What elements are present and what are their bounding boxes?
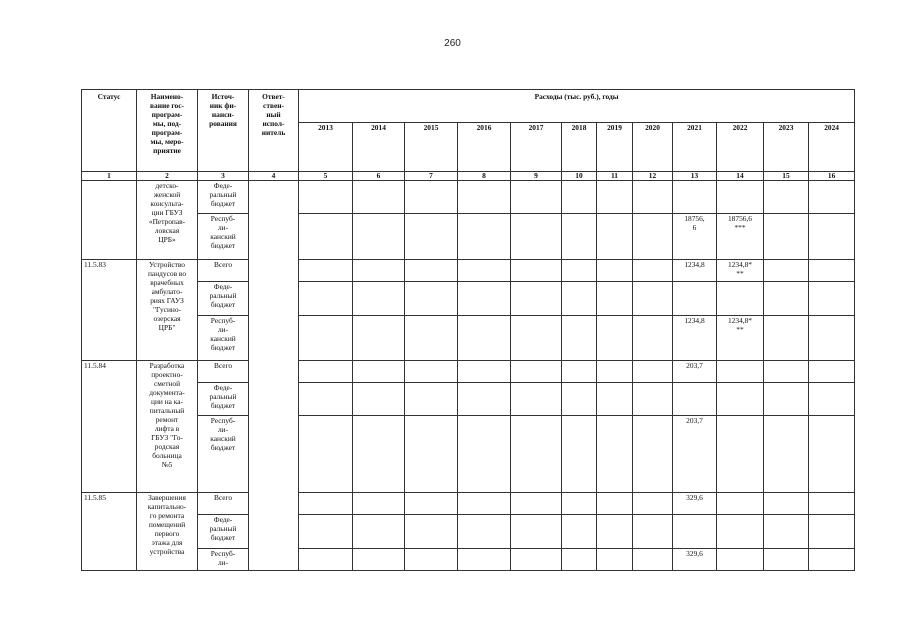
page-number: 260 (444, 38, 461, 49)
row-source: Респуб- ли- канский бюджет (198, 416, 249, 493)
cell-empty (458, 316, 511, 361)
year-header-2018: 2018 (562, 123, 597, 172)
cell-empty (633, 181, 673, 214)
column-number: 15 (764, 172, 809, 181)
cell-2022 (717, 549, 764, 571)
cell-empty (405, 282, 458, 316)
cell-empty (809, 416, 855, 493)
cell-empty (353, 282, 405, 316)
cell-empty (299, 383, 353, 416)
cell-empty (299, 416, 353, 493)
cell-2022: 18756,6 *** (717, 214, 764, 260)
row-name: Завершения капитально- го ремонта помещений первого этажа для устройства (137, 493, 198, 571)
cell-empty (299, 214, 353, 260)
row-source: Феде- ральный бюджет (198, 383, 249, 416)
cell-empty (633, 493, 673, 515)
cell-empty (353, 260, 405, 282)
cell-empty (809, 214, 855, 260)
cell-empty (764, 383, 809, 416)
column-number: 14 (717, 172, 764, 181)
cell-empty (809, 181, 855, 214)
cell-empty (458, 493, 511, 515)
column-number: 9 (511, 172, 562, 181)
row-source: Феде- ральный бюджет (198, 515, 249, 549)
cell-empty (562, 383, 597, 416)
cell-empty (764, 361, 809, 383)
row-source: Всего (198, 361, 249, 383)
cell-empty (809, 260, 855, 282)
cell-empty (405, 316, 458, 361)
row-name: Разработка проектно- сметной документа- ции на ка- питальный ремонт лифта в ГБУЗ "Го- родская больница №5 (137, 361, 198, 493)
cell-empty (353, 416, 405, 493)
cell-empty (633, 260, 673, 282)
cell-empty (597, 416, 633, 493)
cell-2022 (717, 493, 764, 515)
cell-empty (458, 260, 511, 282)
header-name: Наимено- вание гос- програм- мы, под- програм- мы, меро- приятие (137, 90, 198, 172)
cell-empty (633, 549, 673, 571)
cell-empty (299, 260, 353, 282)
column-number: 7 (405, 172, 458, 181)
cell-empty (299, 549, 353, 571)
cell-empty (633, 316, 673, 361)
table-row (82, 181, 855, 214)
cell-empty (458, 383, 511, 416)
cell-2021: 18756, 6 (673, 214, 717, 260)
row-status: 11.5.83 (82, 260, 137, 361)
cell-empty (764, 316, 809, 361)
cell-empty (458, 214, 511, 260)
cell-empty (562, 515, 597, 549)
cell-empty (809, 361, 855, 383)
cell-empty (562, 416, 597, 493)
cell-empty (353, 383, 405, 416)
cell-empty (405, 549, 458, 571)
cell-empty (511, 515, 562, 549)
cell-empty (562, 493, 597, 515)
cell-empty (597, 549, 633, 571)
table-row (82, 515, 855, 549)
cell-empty (562, 282, 597, 316)
cell-2022: 1234,8* ** (717, 260, 764, 282)
year-header-2024: 2024 (809, 123, 855, 172)
cell-empty (562, 260, 597, 282)
table-row (82, 214, 855, 260)
cell-empty (511, 549, 562, 571)
cell-empty (511, 361, 562, 383)
cell-2022 (717, 416, 764, 493)
column-number: 10 (562, 172, 597, 181)
cell-2021: 329,6 (673, 549, 717, 571)
cell-2022 (717, 383, 764, 416)
cell-empty (405, 260, 458, 282)
column-number: 13 (673, 172, 717, 181)
row-source: Феде- ральный бюджет (198, 282, 249, 316)
table-row (82, 316, 855, 361)
cell-2022 (717, 181, 764, 214)
year-header-2022: 2022 (717, 123, 764, 172)
cell-empty (458, 361, 511, 383)
cell-empty (458, 416, 511, 493)
column-number: 6 (353, 172, 405, 181)
cell-empty (353, 181, 405, 214)
cell-empty (353, 214, 405, 260)
cell-empty (511, 181, 562, 214)
row-status (82, 181, 137, 260)
year-header-2015: 2015 (405, 123, 458, 172)
cell-empty (353, 549, 405, 571)
cell-empty (764, 416, 809, 493)
column-number: 12 (633, 172, 673, 181)
budget-table (81, 89, 855, 571)
cell-empty (405, 515, 458, 549)
cell-empty (405, 416, 458, 493)
cell-empty (511, 416, 562, 493)
cell-2022 (717, 282, 764, 316)
year-header-2014: 2014 (353, 123, 405, 172)
cell-empty (597, 260, 633, 282)
cell-empty (764, 181, 809, 214)
cell-empty (764, 260, 809, 282)
cell-empty (511, 260, 562, 282)
cell-empty (299, 181, 353, 214)
row-status: 11.5.85 (82, 493, 137, 571)
cell-empty (511, 214, 562, 260)
cell-empty (764, 214, 809, 260)
table-row (82, 361, 855, 383)
row-source: Феде- ральный бюджет (198, 181, 249, 214)
header-expenses: Расходы (тыс. руб.), годы (299, 90, 855, 123)
cell-empty (299, 282, 353, 316)
column-number: 1 (82, 172, 137, 181)
year-header-2020: 2020 (633, 123, 673, 172)
cell-empty (764, 493, 809, 515)
row-status: 11.5.84 (82, 361, 137, 493)
row-name: Устройство пандусов во врачебных амбулато- риях ГАУЗ "Гусино- озерская ЦРБ" (137, 260, 198, 361)
cell-empty (511, 383, 562, 416)
column-number: 2 (137, 172, 198, 181)
cell-empty (597, 493, 633, 515)
cell-empty (562, 214, 597, 260)
row-name: детско- женской консульта- ции ГБУЗ «Петропав- ловская ЦРБ» (137, 181, 198, 260)
cell-empty (597, 361, 633, 383)
cell-empty (511, 316, 562, 361)
cell-empty (562, 316, 597, 361)
year-header-2017: 2017 (511, 123, 562, 172)
header-status: Статус (82, 90, 137, 172)
table-row (82, 549, 855, 571)
cell-empty (405, 214, 458, 260)
cell-empty (633, 383, 673, 416)
column-number: 11 (597, 172, 633, 181)
cell-empty (405, 493, 458, 515)
cell-empty (353, 361, 405, 383)
cell-2021: 1234,8 (673, 316, 717, 361)
cell-empty (562, 361, 597, 383)
cell-empty (299, 515, 353, 549)
cell-empty (809, 493, 855, 515)
cell-empty (809, 282, 855, 316)
cell-empty (764, 549, 809, 571)
cell-2021 (673, 181, 717, 214)
row-source: Респуб- ли- канский бюджет (198, 214, 249, 260)
column-number: 3 (198, 172, 249, 181)
cell-empty (597, 282, 633, 316)
cell-empty (458, 515, 511, 549)
year-header-2023: 2023 (764, 123, 809, 172)
cell-empty (511, 493, 562, 515)
cell-empty (764, 282, 809, 316)
cell-empty (405, 181, 458, 214)
cell-empty (633, 416, 673, 493)
cell-empty (597, 214, 633, 260)
column-number: 8 (458, 172, 511, 181)
cell-empty (597, 316, 633, 361)
cell-empty (458, 181, 511, 214)
row-executor (249, 181, 299, 571)
cell-empty (511, 282, 562, 316)
cell-empty (458, 549, 511, 571)
column-number: 5 (299, 172, 353, 181)
cell-empty (405, 383, 458, 416)
year-header-2013: 2013 (299, 123, 353, 172)
cell-2022 (717, 361, 764, 383)
row-source: Респуб- ли- (198, 549, 249, 571)
cell-2021: 203,7 (673, 416, 717, 493)
cell-2021 (673, 383, 717, 416)
row-source: Всего (198, 493, 249, 515)
cell-empty (633, 515, 673, 549)
cell-empty (458, 282, 511, 316)
cell-empty (353, 316, 405, 361)
cell-empty (764, 515, 809, 549)
year-header-2021: 2021 (673, 123, 717, 172)
cell-empty (809, 383, 855, 416)
table-row (82, 493, 855, 515)
cell-empty (299, 493, 353, 515)
cell-empty (353, 493, 405, 515)
cell-empty (562, 181, 597, 214)
cell-empty (633, 361, 673, 383)
row-source: Респуб- ли- канский бюджет (198, 316, 249, 361)
cell-empty (597, 181, 633, 214)
table-row (82, 260, 855, 282)
cell-empty (633, 282, 673, 316)
cell-empty (597, 515, 633, 549)
table-row (82, 416, 855, 493)
cell-2021: 329,6 (673, 493, 717, 515)
cell-2021: 1234,8 (673, 260, 717, 282)
cell-2021 (673, 282, 717, 316)
table-row (82, 383, 855, 416)
header-source: Источ- ник фи- нанси- рования (198, 90, 249, 172)
cell-empty (562, 549, 597, 571)
year-header-2016: 2016 (458, 123, 511, 172)
row-source: Всего (198, 260, 249, 282)
cell-empty (633, 214, 673, 260)
year-header-2019: 2019 (597, 123, 633, 172)
cell-2021 (673, 515, 717, 549)
cell-empty (299, 316, 353, 361)
cell-empty (809, 316, 855, 361)
header-executor: Ответ- ствен- ный испол- нитель (249, 90, 299, 172)
cell-2021: 203,7 (673, 361, 717, 383)
cell-empty (597, 383, 633, 416)
column-number: 16 (809, 172, 855, 181)
cell-empty (809, 515, 855, 549)
cell-2022 (717, 515, 764, 549)
cell-2022: 1234,8* ** (717, 316, 764, 361)
column-number: 4 (249, 172, 299, 181)
cell-empty (809, 549, 855, 571)
cell-empty (299, 361, 353, 383)
cell-empty (353, 515, 405, 549)
cell-empty (405, 361, 458, 383)
table-row (82, 282, 855, 316)
